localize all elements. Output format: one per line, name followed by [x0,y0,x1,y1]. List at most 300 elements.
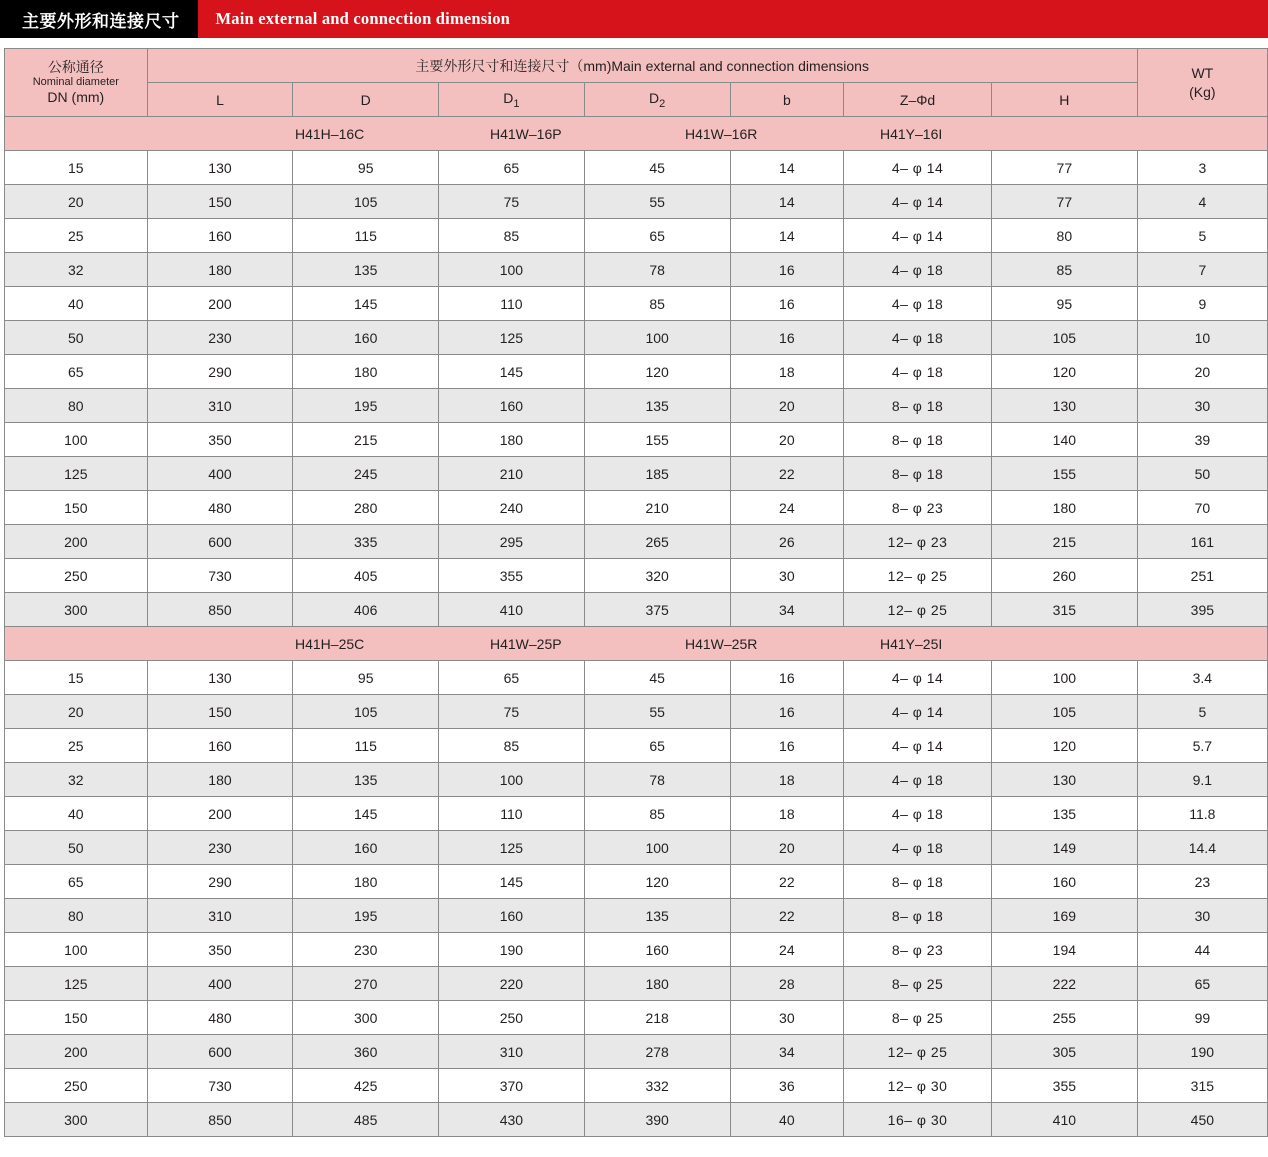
cell-wt: 30 [1137,899,1267,933]
cell-wt: 70 [1137,491,1267,525]
cell-b: 18 [730,763,844,797]
cell-H: 105 [991,695,1137,729]
cell-D: 195 [293,389,439,423]
model-label: H41H–16C [295,125,365,142]
cell-D2: 45 [584,151,730,185]
cell-H: 100 [991,661,1137,695]
cell-H: 130 [991,763,1137,797]
cell-wt: 30 [1137,389,1267,423]
cell-D1: 65 [439,661,585,695]
cell-L: 130 [147,661,293,695]
cell-H: 77 [991,185,1137,219]
cell-b: 20 [730,831,844,865]
table-row [5,763,1268,797]
model-group-labels [5,627,1268,661]
cell-H: 140 [991,423,1137,457]
cell-L: 310 [147,389,293,423]
cell-zd: 12– φ 23 [844,525,992,559]
cell-b: 26 [730,525,844,559]
cell-D: 115 [293,729,439,763]
cell-D2: 160 [584,933,730,967]
cell-D1: 370 [439,1069,585,1103]
banner-title-chinese: 主要外形和连接尺寸 [0,0,198,38]
table-row [5,797,1268,831]
cell-zd: 4– φ 14 [844,151,992,185]
cell-dn: 32 [5,763,148,797]
cell-zd: 4– φ 18 [844,797,992,831]
cell-wt: 50 [1137,457,1267,491]
cell-wt: 20 [1137,355,1267,389]
cell-D: 270 [293,967,439,1001]
cell-b: 14 [730,219,844,253]
cell-b: 24 [730,491,844,525]
cell-D: 135 [293,763,439,797]
cell-H: 120 [991,729,1137,763]
table-row [5,457,1268,491]
cell-dn: 200 [5,1035,148,1069]
table-row [5,355,1268,389]
cell-zd: 4– φ 14 [844,661,992,695]
table-row [5,1069,1268,1103]
table-row [5,287,1268,321]
cell-H: 105 [991,321,1137,355]
cell-wt: 395 [1137,593,1267,627]
cell-dn: 25 [5,729,148,763]
cell-zd: 8– φ 18 [844,865,992,899]
cell-zd: 4– φ 14 [844,219,992,253]
cell-L: 850 [147,593,293,627]
cell-D: 115 [293,219,439,253]
cell-D2: 78 [584,763,730,797]
model-label: H41W–25R [685,635,758,652]
table-row [5,865,1268,899]
cell-zd: 4– φ 14 [844,729,992,763]
cell-wt: 9 [1137,287,1267,321]
table-row [5,491,1268,525]
cell-D: 425 [293,1069,439,1103]
cell-b: 30 [730,1001,844,1035]
cell-D2: 375 [584,593,730,627]
cell-D1: 295 [439,525,585,559]
model-label: H41Y–25I [880,635,943,652]
cell-D2: 210 [584,491,730,525]
cell-D1: 430 [439,1103,585,1137]
cell-L: 350 [147,423,293,457]
cell-dn: 80 [5,389,148,423]
cell-H: 194 [991,933,1137,967]
table-row [5,899,1268,933]
cell-D2: 100 [584,321,730,355]
cell-wt: 190 [1137,1035,1267,1069]
cell-zd: 4– φ 14 [844,695,992,729]
cell-H: 315 [991,593,1137,627]
cell-L: 160 [147,729,293,763]
cell-zd: 8– φ 25 [844,967,992,1001]
cell-D2: 85 [584,287,730,321]
cell-D1: 110 [439,797,585,831]
page-banner [0,0,1268,38]
cell-H: 355 [991,1069,1137,1103]
cell-L: 130 [147,151,293,185]
cell-wt: 4 [1137,185,1267,219]
header-col-L: L [147,83,293,117]
table-row [5,151,1268,185]
cell-dn: 150 [5,491,148,525]
cell-D2: 135 [584,899,730,933]
cell-wt: 3.4 [1137,661,1267,695]
cell-dn: 100 [5,423,148,457]
cell-b: 22 [730,457,844,491]
cell-L: 200 [147,797,293,831]
cell-D1: 145 [439,865,585,899]
cell-D1: 220 [439,967,585,1001]
table-row [5,1035,1268,1069]
cell-dn: 40 [5,797,148,831]
cell-b: 40 [730,1103,844,1137]
cell-L: 600 [147,525,293,559]
cell-D: 160 [293,321,439,355]
banner-title-english: Main external and connection dimension [198,0,1268,38]
cell-wt: 65 [1137,967,1267,1001]
cell-D2: 278 [584,1035,730,1069]
cell-L: 480 [147,491,293,525]
cell-b: 22 [730,865,844,899]
cell-wt: 39 [1137,423,1267,457]
cell-H: 130 [991,389,1137,423]
cell-dn: 32 [5,253,148,287]
cell-D: 280 [293,491,439,525]
cell-b: 14 [730,151,844,185]
cell-b: 18 [730,797,844,831]
cell-zd: 8– φ 18 [844,389,992,423]
cell-H: 85 [991,253,1137,287]
cell-zd: 4– φ 18 [844,355,992,389]
cell-D: 145 [293,287,439,321]
cell-wt: 3 [1137,151,1267,185]
table-row [5,389,1268,423]
cell-D: 180 [293,865,439,899]
cell-zd: 12– φ 25 [844,559,992,593]
cell-L: 850 [147,1103,293,1137]
cell-D2: 218 [584,1001,730,1035]
cell-H: 77 [991,151,1137,185]
cell-dn: 250 [5,559,148,593]
cell-wt: 9.1 [1137,763,1267,797]
table-row [5,1103,1268,1137]
cell-D2: 65 [584,729,730,763]
header-weight [1137,49,1267,117]
model-group-row [5,627,1268,661]
table-row [5,321,1268,355]
cell-D1: 240 [439,491,585,525]
cell-H: 305 [991,1035,1137,1069]
table-row [5,729,1268,763]
header-row-top [5,49,1268,83]
cell-L: 400 [147,967,293,1001]
table-row [5,253,1268,287]
cell-dn: 125 [5,967,148,1001]
cell-D: 300 [293,1001,439,1035]
cell-wt: 11.8 [1137,797,1267,831]
dimensions-table-wrapper [0,38,1268,1137]
cell-L: 180 [147,253,293,287]
cell-D2: 390 [584,1103,730,1137]
cell-zd: 12– φ 30 [844,1069,992,1103]
header-col-b: b [730,83,844,117]
cell-D: 180 [293,355,439,389]
cell-D: 135 [293,253,439,287]
cell-D2: 65 [584,219,730,253]
table-row [5,593,1268,627]
cell-D1: 75 [439,185,585,219]
cell-wt: 450 [1137,1103,1267,1137]
cell-wt: 5 [1137,695,1267,729]
cell-zd: 8– φ 18 [844,423,992,457]
cell-dn: 150 [5,1001,148,1035]
cell-b: 16 [730,695,844,729]
header-col-Zd: Z–Φd [844,83,992,117]
cell-b: 30 [730,559,844,593]
cell-b: 18 [730,355,844,389]
cell-D: 160 [293,831,439,865]
cell-dn: 250 [5,1069,148,1103]
header-main-dimensions: 主要外形尺寸和连接尺寸（mm)Main external and connection dimensions [147,49,1137,83]
cell-dn: 100 [5,933,148,967]
table-row [5,185,1268,219]
cell-D1: 85 [439,729,585,763]
cell-L: 480 [147,1001,293,1035]
cell-L: 310 [147,899,293,933]
cell-zd: 4– φ 18 [844,287,992,321]
model-label: H41W–25P [490,635,562,652]
cell-H: 169 [991,899,1137,933]
cell-b: 24 [730,933,844,967]
cell-D2: 120 [584,355,730,389]
table-row [5,695,1268,729]
cell-L: 200 [147,287,293,321]
cell-wt: 315 [1137,1069,1267,1103]
cell-D: 405 [293,559,439,593]
cell-b: 14 [730,185,844,219]
dimensions-table [4,48,1268,1137]
cell-wt: 5.7 [1137,729,1267,763]
cell-zd: 8– φ 18 [844,899,992,933]
cell-D2: 320 [584,559,730,593]
cell-D2: 100 [584,831,730,865]
header-wt-label: WT [1191,64,1214,81]
cell-L: 160 [147,219,293,253]
cell-H: 155 [991,457,1137,491]
cell-zd: 16– φ 30 [844,1103,992,1137]
cell-H: 80 [991,219,1137,253]
cell-dn: 300 [5,593,148,627]
model-label: H41W–16R [685,125,758,142]
cell-zd: 12– φ 25 [844,593,992,627]
cell-b: 16 [730,729,844,763]
cell-H: 260 [991,559,1137,593]
cell-D1: 65 [439,151,585,185]
cell-L: 730 [147,1069,293,1103]
table-row [5,559,1268,593]
model-label: H41Y–16I [880,125,943,142]
header-col-H: H [991,83,1137,117]
cell-D1: 355 [439,559,585,593]
cell-L: 600 [147,1035,293,1069]
cell-D: 335 [293,525,439,559]
cell-dn: 20 [5,185,148,219]
header-dn-unit: DN (mm) [47,89,105,106]
cell-L: 290 [147,355,293,389]
cell-D2: 55 [584,185,730,219]
cell-wt: 44 [1137,933,1267,967]
cell-b: 36 [730,1069,844,1103]
cell-zd: 4– φ 18 [844,321,992,355]
cell-D1: 410 [439,593,585,627]
cell-dn: 15 [5,151,148,185]
cell-D2: 265 [584,525,730,559]
cell-dn: 80 [5,899,148,933]
table-row [5,933,1268,967]
cell-D1: 180 [439,423,585,457]
cell-H: 255 [991,1001,1137,1035]
header-nominal-diameter [5,49,148,117]
cell-zd: 4– φ 18 [844,763,992,797]
cell-wt: 7 [1137,253,1267,287]
cell-dn: 65 [5,355,148,389]
cell-H: 149 [991,831,1137,865]
cell-D1: 190 [439,933,585,967]
cell-D1: 160 [439,899,585,933]
cell-H: 95 [991,287,1137,321]
cell-zd: 4– φ 18 [844,253,992,287]
cell-L: 730 [147,559,293,593]
cell-D: 145 [293,797,439,831]
cell-zd: 4– φ 14 [844,185,992,219]
cell-H: 410 [991,1103,1137,1137]
cell-H: 120 [991,355,1137,389]
cell-wt: 23 [1137,865,1267,899]
cell-b: 20 [730,423,844,457]
cell-D1: 125 [439,321,585,355]
header-dn-chinese: 公称通径 [47,58,104,75]
cell-H: 222 [991,967,1137,1001]
model-label: H41H–25C [295,635,365,652]
cell-zd: 8– φ 23 [844,491,992,525]
cell-b: 16 [730,321,844,355]
header-col-D: D [293,83,439,117]
cell-D2: 120 [584,865,730,899]
cell-zd: 8– φ 18 [844,457,992,491]
cell-D2: 55 [584,695,730,729]
cell-b: 28 [730,967,844,1001]
cell-b: 16 [730,253,844,287]
cell-D2: 185 [584,457,730,491]
cell-zd: 8– φ 25 [844,1001,992,1035]
cell-D: 95 [293,151,439,185]
cell-b: 16 [730,287,844,321]
table-row [5,219,1268,253]
cell-D1: 110 [439,287,585,321]
cell-dn: 300 [5,1103,148,1137]
cell-wt: 251 [1137,559,1267,593]
cell-D2: 332 [584,1069,730,1103]
cell-zd: 8– φ 23 [844,933,992,967]
cell-zd: 12– φ 25 [844,1035,992,1069]
cell-D2: 85 [584,797,730,831]
header-row-sub [5,83,1268,117]
cell-D: 230 [293,933,439,967]
cell-D: 195 [293,899,439,933]
cell-dn: 50 [5,321,148,355]
cell-wt: 161 [1137,525,1267,559]
cell-D1: 75 [439,695,585,729]
cell-D1: 210 [439,457,585,491]
cell-D2: 78 [584,253,730,287]
cell-L: 230 [147,831,293,865]
cell-H: 135 [991,797,1137,831]
cell-D2: 180 [584,967,730,1001]
cell-D1: 310 [439,1035,585,1069]
cell-D2: 155 [584,423,730,457]
table-row [5,423,1268,457]
header-col-D2: $D_2$ [584,83,730,117]
model-group-labels [5,117,1268,151]
cell-D1: 100 [439,253,585,287]
cell-zd: 4– φ 18 [844,831,992,865]
table-row [5,967,1268,1001]
cell-L: 350 [147,933,293,967]
cell-L: 230 [147,321,293,355]
cell-dn: 25 [5,219,148,253]
cell-wt: 5 [1137,219,1267,253]
cell-dn: 40 [5,287,148,321]
cell-D: 360 [293,1035,439,1069]
table-row [5,831,1268,865]
cell-b: 22 [730,899,844,933]
cell-D1: 125 [439,831,585,865]
cell-D1: 250 [439,1001,585,1035]
cell-H: 180 [991,491,1137,525]
table-row [5,1001,1268,1035]
cell-b: 34 [730,1035,844,1069]
model-group-row [5,117,1268,151]
cell-wt: 99 [1137,1001,1267,1035]
cell-D: 105 [293,185,439,219]
cell-D1: 100 [439,763,585,797]
cell-D1: 145 [439,355,585,389]
cell-D1: 85 [439,219,585,253]
cell-D: 245 [293,457,439,491]
header-wt-unit: (Kg) [1189,83,1216,100]
cell-D1: 160 [439,389,585,423]
cell-b: 20 [730,389,844,423]
cell-dn: 50 [5,831,148,865]
cell-L: 150 [147,695,293,729]
cell-b: 16 [730,661,844,695]
cell-L: 400 [147,457,293,491]
cell-wt: 10 [1137,321,1267,355]
cell-D: 406 [293,593,439,627]
cell-dn: 65 [5,865,148,899]
header-dn-english: Nominal diameter [32,75,119,88]
cell-dn: 15 [5,661,148,695]
model-label: H41W–16P [490,125,562,142]
cell-dn: 200 [5,525,148,559]
cell-D2: 135 [584,389,730,423]
cell-D: 485 [293,1103,439,1137]
cell-L: 290 [147,865,293,899]
cell-D2: 45 [584,661,730,695]
